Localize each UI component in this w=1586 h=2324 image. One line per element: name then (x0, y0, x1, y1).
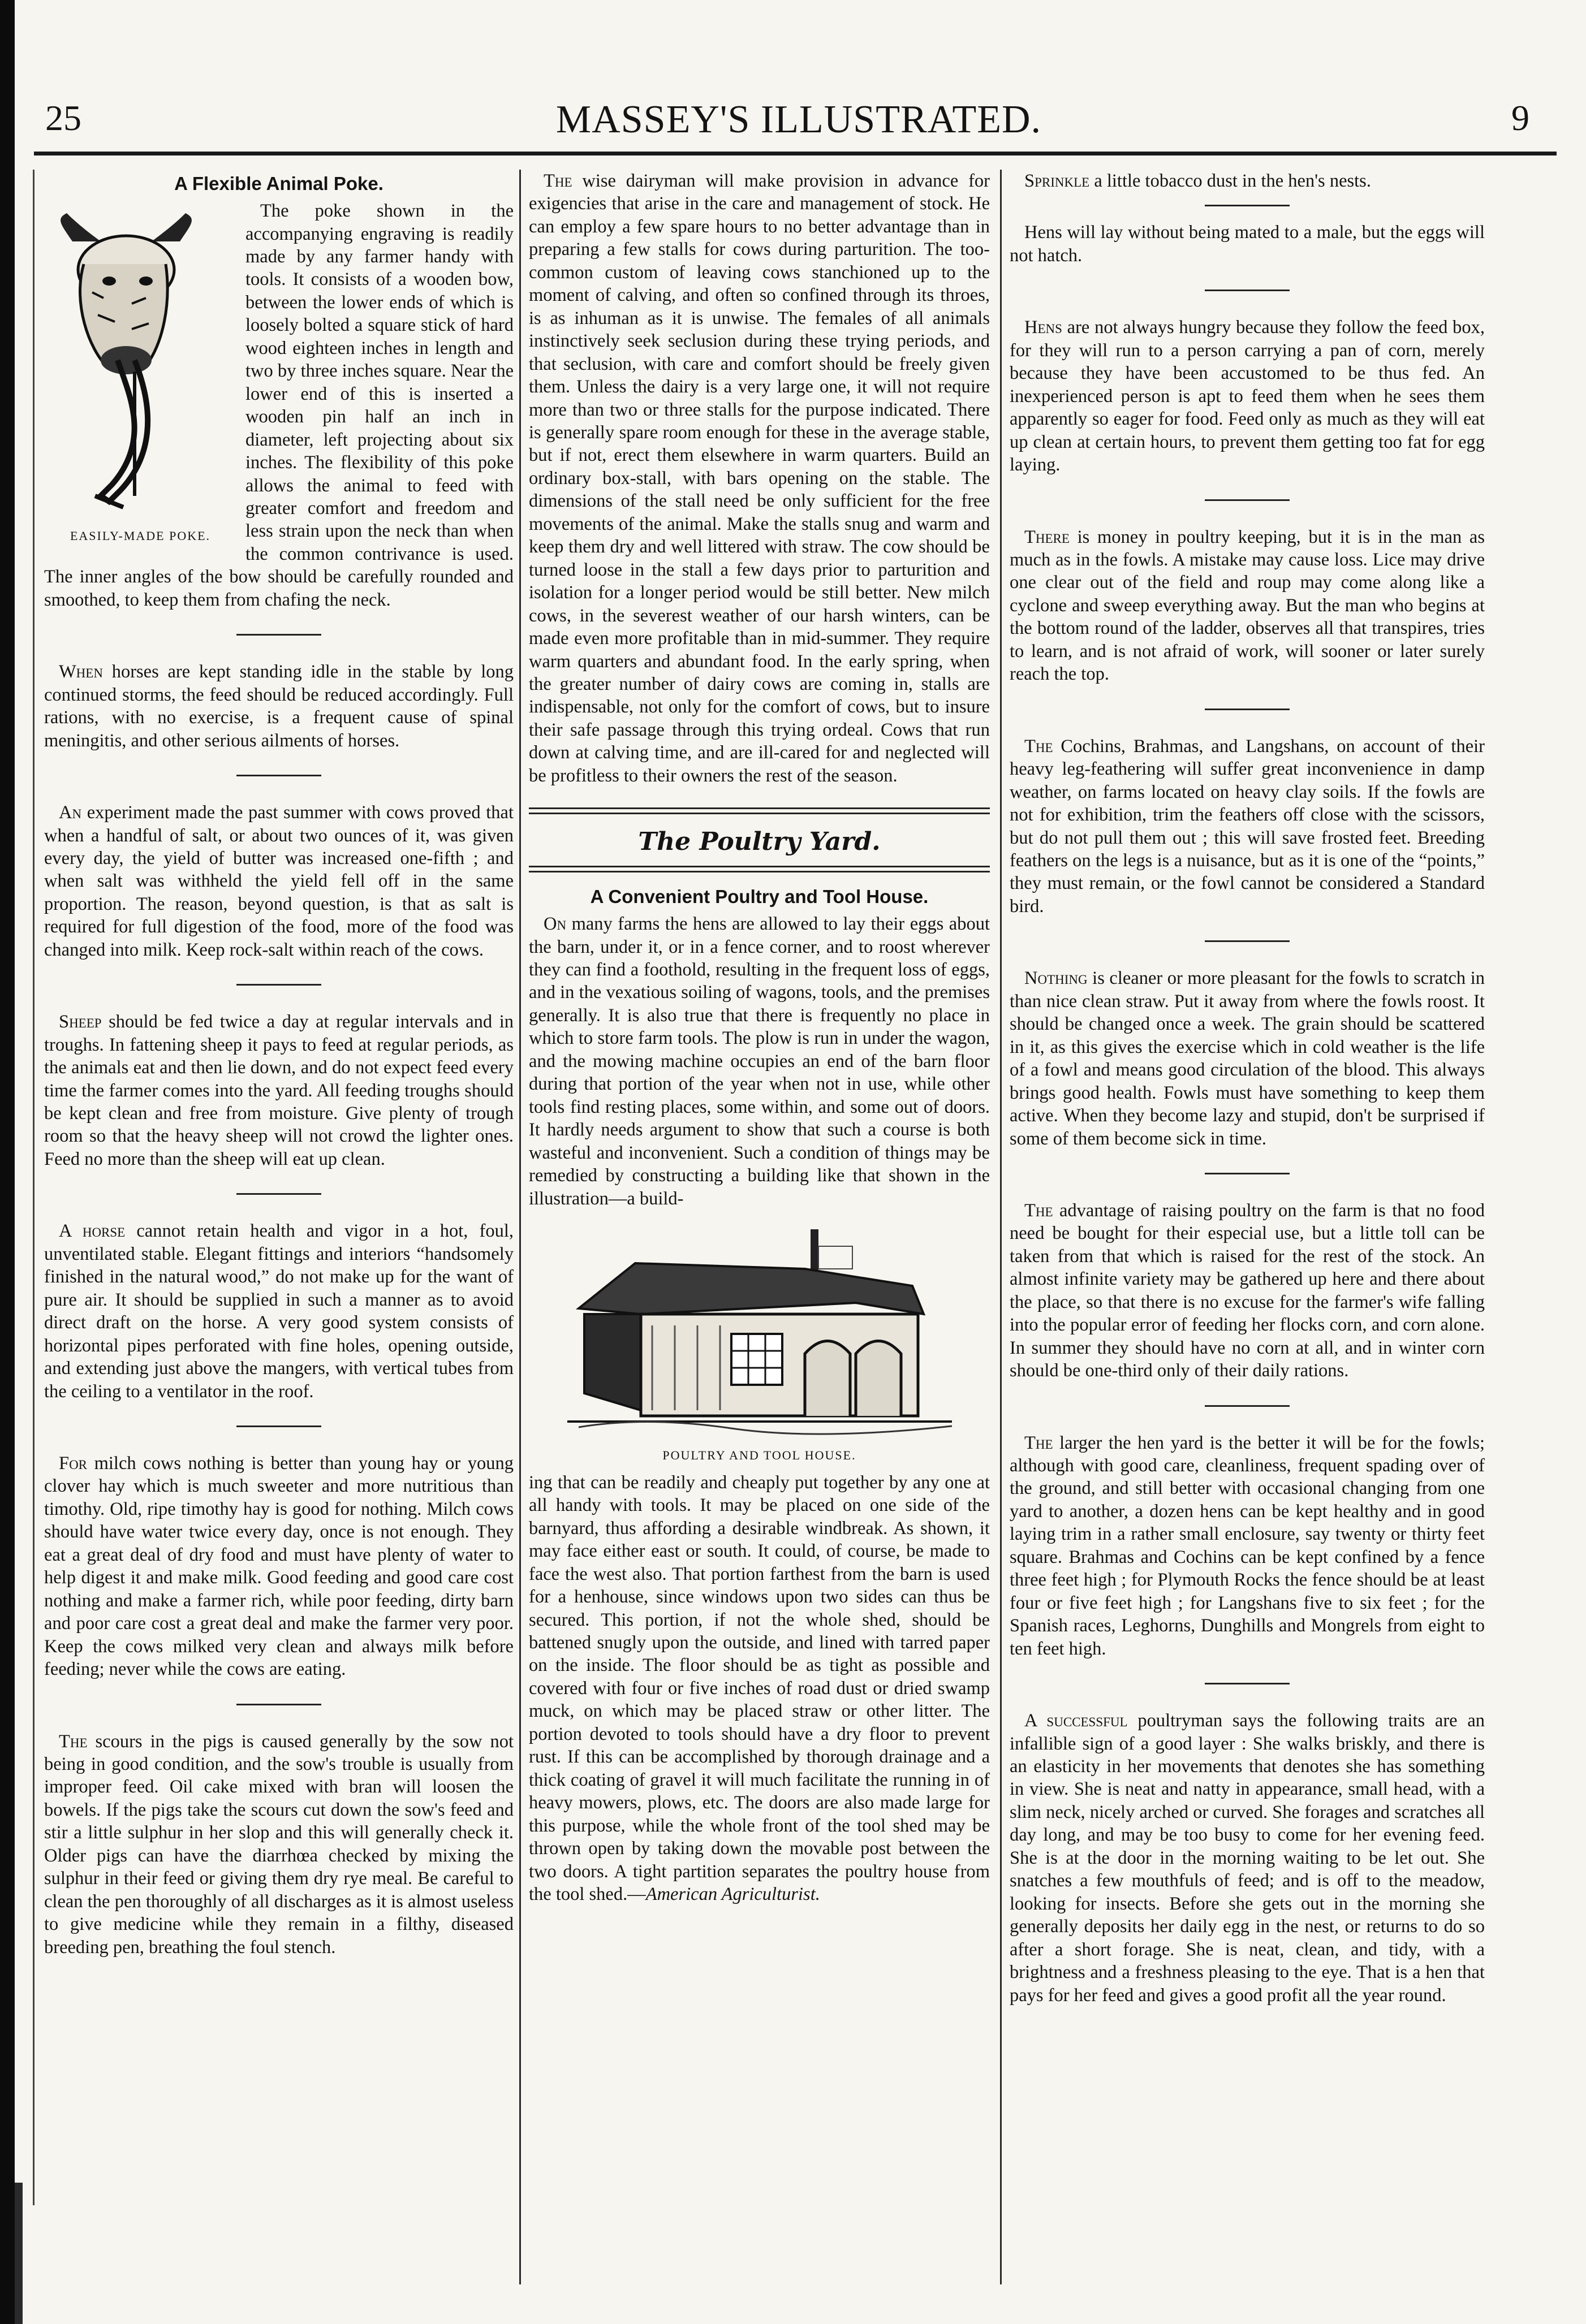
money-lead: There (1024, 526, 1070, 547)
money-paragraph (1010, 526, 1485, 686)
separator (1205, 709, 1290, 710)
column-rule-1 (519, 170, 521, 2284)
double-rule (529, 807, 990, 814)
pigs-text: scours in the pigs is caused generally by the sow not being in good condition, and the sow's trouble is usually from improper feed. Oil cake mixed with bran will loosen the bowels. If the pigs take the scours cut down the sow's feed and stir a little sulphur in her slop and this will generally check it. Older pigs can have the diarrhœa checked by mixing the sulphur in their feed or giving them dry rye meal. Be careful to clean the pen thoroughly of all discharges as it is almost useless to give medicine while they remain in a filthy, diseased breeding pen, breathing the foul stench. (44, 1731, 514, 1958)
advantage-lead: The (1024, 1200, 1053, 1221)
poultry-house-illustration (562, 1224, 958, 1463)
double-rule (529, 866, 990, 872)
sheep-text: should be fed twice a day at regular intervals and in troughs. In fattening sheep it pays to feed at regular periods, as the animals eat and then lie down, and do not expect feed every time the farmer comes into the yard. All feeding troughs should be kept clean and free from moisture. Give plenty of trough room so that the heavy sheep will not crowd the lighter ones. Feed no more than the sheep will eat up clean. (44, 1012, 514, 1169)
separator (236, 1704, 321, 1705)
column-1 (44, 170, 514, 2296)
separator (1205, 290, 1290, 291)
separator (236, 634, 321, 636)
column-3 (1010, 170, 1485, 2296)
sprinkle-paragraph (1010, 170, 1485, 192)
poultry-house-caption: POULTRY AND TOOL HOUSE. (662, 1448, 856, 1463)
advantage-text: advantage of raising poultry on the farm is that no food need be bought for their especial use, but a little toll can be taken from that which is raised for the rest of the stock. An almost infinite variety may be gathered up here and there about the place, so that there is no excuse for the farmer's wife falling into the popular error of feeding her flocks corn, and corn alone. In summer they should have no corn at all, and in winter corn should be one-third only of their daily rations. (1010, 1200, 1485, 1381)
column-rule-2 (1000, 170, 1002, 2284)
advantage-paragraph (1010, 1199, 1485, 1383)
horses-text: horses are kept standing idle in the stable by long continued storms, the feed should be reduced accordingly. Full rations, with no exercise, is a frequent cause of spinal meningitis, and other serious ailments of horses. (44, 662, 514, 751)
sprinkle-text: a little tobacco dust in the hen's nests. (1089, 171, 1371, 191)
house-text-2: ing that can be readily and cheaply put together by any one at all handy with tools. It may be placed on one side of the barnyard, thus affording a desirable windbreak. As shown, it may face either east or south. It could, of course, be made to face the west also. That portion farthest from the barn is used for a henhouse, since windows upon two sides can thus be secured. This portion, if not the whole shed, should be battened snugly upon the outside, and lined with tarred paper on the inside. The floor should be as tight as possible and covered with four or five inches of road dust or dried swamp muck, on which may be placed straw or other litter. The portion devoted to tools should have a dry floor to prevent rust. If this can be accomplished by thorough drainage and a thick coating of gravel it will much facilitate the running in of heavy mowers, plows, etc. The doors are also made large for this purpose, while the whole front of the tool shed may be thrown open by taking down the movable post between the two doors. A tight partition separates the poultry house from the tool shed.— (529, 1472, 990, 1904)
cochins-text: Cochins, Brahmas, and Langshans, on account of their heavy leg-feathering will suffer great inconvenience in damp weather, on farms located on heavy clay soils. If the fowls are not for exhibition, trim the feathers off close with the scissors, but do not pull them out ; this will save frosted feet. Breeding feathers on the legs is a nuisance, but as it is one of the “points,” they must remain, or the fowl cannot be considered a Standard bird. (1010, 736, 1485, 917)
separator (236, 775, 321, 776)
layer-lead: A successful (1024, 1710, 1128, 1731)
horses-lead: When (59, 662, 103, 682)
dairyman-paragraph (529, 170, 990, 787)
page-number-left: 25 (45, 98, 81, 138)
tool-house-engraving (562, 1224, 958, 1439)
poultry-house-paragraph-1 (529, 913, 990, 1210)
house-text-1: many farms the hens are allowed to lay their eggs about the barn, under it, or in a fence corner, and to roost wherever they can find a foothold, resulting in the frequent loss of eggs, and in the vexatious soiling of wagons, tools, and the premises generally. It is also true that there is frequently no place in which to store farm tools. The plow is run in under the wagon, and the mowing machine occupies an end of the barn floor during that portion of the year when not in use, while other tools find resting places, some within, and some out of doors. It hardly needs argument to show that such a course is both wasteful and inconvenient. Such a condition of things may be remedied by constructing a building like that shown in the illustration—a build- (529, 914, 990, 1209)
section-heading: The Poultry Yard. (638, 827, 881, 857)
salt-paragraph (44, 801, 514, 961)
separator (1205, 205, 1290, 206)
separator (1205, 1683, 1290, 1684)
left-border-rule (33, 170, 35, 2205)
separator (236, 1193, 321, 1195)
milch-lead: For (59, 1453, 88, 1474)
hungry-paragraph (1010, 316, 1485, 476)
milch-paragraph (44, 1452, 514, 1681)
pigs-paragraph (44, 1730, 514, 1959)
sprinkle-lead: Sprinkle (1024, 171, 1090, 191)
separator (1205, 940, 1290, 942)
sheep-lead: Sheep (59, 1012, 102, 1033)
poultry-house-paragraph-2 (529, 1471, 990, 1906)
horses-paragraph (44, 660, 514, 752)
horse-lead: A horse (59, 1221, 126, 1242)
cochins-lead: The (1024, 736, 1053, 757)
pigs-lead: The (59, 1731, 88, 1752)
binding-edge (0, 0, 15, 2324)
separator (236, 984, 321, 986)
yard-lead: The (1024, 1432, 1053, 1453)
milch-text: milch cows nothing is better than young hay or young clover hay which is much sweeter and more nutritious than timothy. Old, ripe timothy hay is good for nothing. Milch cows should have water twice every day, once is not enough. They eat a great deal of dry food and must have plenty of water to help digest it and make milk. Good feeding and good care cost nothing and make a farmer rich, while poor feeding, dirty barn and poor care cost a great deal and make the farmer very poor. Keep the cows milked very clean and always milk before feeding; never while the cows are eating. (44, 1453, 514, 1680)
cochins-paragraph (1010, 735, 1485, 918)
cow-poke-engraving (50, 202, 231, 519)
yard-text: larger the hen yard is the better it will be for the fowls; although with good care, cleanliness, frequent spading over of the ground, and still better with occasional changing from one yard to another, a dozen hens can be kept healthy and in good laying trim in a rather small enclosure, say twenty or thirty feet square. Brahmas and Cochins can be kept confined by a fence three feet high ; for Plymouth Rocks the fence should be at least four or five feet high ; for Langshans five to six feet ; for the Spanish races, Leghorns, Dunghills and Mongrels from eight to ten feet high. (1010, 1432, 1485, 1659)
money-text: is money in poultry keeping, but it is in the man as much as in the fowls. A mistake may cause loss. Lice may drive one clear out of the field and roup may come along like a cyclone and sweep everything away. But the man who begins at the bottom round of the ladder, observes all that transpires, tries to learn, and is not afraid of work, will sooner or later surely reach the top. (1010, 526, 1485, 685)
salt-lead: An (59, 802, 82, 823)
salt-text: experiment made the past summer with cows proved that when a handful of salt, or about two ounces of it, was given every day, the yield of butter was increased one-fifth ; and when salt was withheld the yield fell off in the same proportion. The reason, beyond question, is that as salt is required for full digestion of the food, more of the food was changed into milk. Keep rock-salt within reach of the cows. (44, 802, 514, 960)
house-lead: On (544, 914, 567, 935)
straw-paragraph (1010, 967, 1485, 1150)
horse-text: cannot retain health and vigor in a hot, foul, unventilated stable. Elegant fittings and interiors “handsomely finished in the natural wood,” do not make up for the want of pure air. It should be supplied in such a manner as to avoid direct draft on the horse. A very good system consists of horizontal pipes perforated with fine holes, opening outside, and extending just above the mangers, with vertical tubes from the ceiling to a ventilator in the roof. (44, 1221, 514, 1402)
dairy-text: wise dairyman will make provision in advance for exigencies that arise in the care and management of stock. He can employ a few spare hours to no better advantage than in preparing a few stalls for cows during parturition. The too-common custom of leaving cows stanchioned up to the moment of calving, and often so confined through its throes, is as inhuman as it is unwise. The females of all animals instinctively seek seclusion during these trying periods, and that seclusion, with care and comfort should be freely given them. Unless the dairy is a very large one, it will not require more than two or three stalls for the purpose indicated. There is generally spare room enough for these in the average stable, but if not, erect them elsewhere in warm quarters. Build an ordinary box-stall, with bars opening on the stable. The dimensions of the stall need be only sufficient for the free movements of the animal. Make the stalls snug and warm and keep them dry and well littered with straw. The cow should be turned loose in the stall a few days prior to parturition and isolation for a longer period would be still better. New milch cows, in the severest weather of our harsh winters, can be made even more profitable than in mid-summer. They require warm quarters and abundant food. In the early spring, when the greater number of dairy cows are coming in, stalls are indispensable, not only for the comfort of cows, but to insure their safe passage through this trying ordeal. Cows that run down at calving time, and are ill-cared for and neglected will be profitless to their owners the rest of the season. (529, 171, 990, 786)
dairy-lead: The (544, 171, 572, 191)
separator (1205, 1405, 1290, 1407)
hungry-lead: Hens (1024, 317, 1062, 338)
sheep-paragraph (44, 1010, 514, 1170)
poke-paragraph: The poke shown in the accompanying engraving is readily made by any farmer handy with tools. It consists of a wooden bow, between the lower ends of which is loosely bolted a square stick of hard wood eighteen inches in length and two by three inches square. Near the lower end of this is inserted a wooden pin half an inch in diameter, left projecting about six inches. The flexibility of this poke allows the animal to feed with greater comfort and freedom and less strain upon the neck than when the common contrivance is used. The inner angles of the bow should be carefully rounded and smoothed, to keep them from chafing the neck. (44, 201, 514, 610)
hens-mate-paragraph: Hens will lay without being mated to a male, but the eggs will not hatch. (1010, 222, 1485, 266)
poultry-house-title: A Convenient Poultry and Tool House. (590, 886, 929, 907)
binding-shadow (15, 2183, 23, 2324)
straw-text: is cleaner or more pleasant for the fowls to scratch in than nice clean straw. Put it away from where the fowls roost. It should be changed once a week. The grain should be scattered in it, as this gives the exercise which in cold weather is the life of a fowl and means good circulation of the blood. This always brings good health. Fowls must have something to keep them active. When they become lazy and stupid, don't be surprised if some of them become sick in time. (1010, 968, 1485, 1149)
poke-illustration (44, 202, 236, 543)
separator (236, 1425, 321, 1427)
page-header (34, 97, 1563, 148)
page-number-right: 9 (1511, 98, 1529, 138)
good-layer-paragraph (1010, 1709, 1485, 2007)
poke-caption: EASILY-MADE POKE. (70, 528, 211, 543)
straw-lead: Nothing (1024, 968, 1088, 989)
separator (1205, 499, 1290, 501)
header-rule (34, 152, 1557, 155)
source-credit: American Agriculturist. (645, 1884, 820, 1904)
hungry-text: are not always hungry because they follow the feed box, for they will run to a person carrying a pan of corn, merely because they have been accustomed to be thus fed. An inexperienced person is apt to feed them when he sees them apparently so eager for food. Feed only as much as they will eat up clean at certain hours, to prevent them getting too fat for egg laying. (1010, 317, 1485, 476)
hen-yard-paragraph (1010, 1432, 1485, 1661)
poke-article-title: A Flexible Animal Poke. (174, 173, 383, 194)
horse-ventilation-paragraph (44, 1220, 514, 1403)
column-2 (529, 170, 990, 2296)
masthead-title: MASSEY'S ILLUSTRATED. (555, 98, 1042, 141)
layer-text: poultryman says the following traits are an infallible sign of a good layer : She walks briskly, and there is an elasticity in her movements that denotes she has something in view. She is neat and natty in appearance, small head, with a slim neck, nicely arched or curved. She forages and scratches all day long, and may be too busy to come for her evening feed. She is at the door in the morning waiting to be let out. She snatches a few mouthfuls of feed; and is off to the meadow, looking for insects. Before she gets out in the morning she generally deposits her daily egg in the nest, or returns to do so after a short forage. She is neat, clean, and tidy, with a brightness and a freshness pleasing to the eye. That is a hen that pays for her feed and gives a good profit all the year round. (1010, 1710, 1485, 2006)
separator (1205, 1173, 1290, 1174)
